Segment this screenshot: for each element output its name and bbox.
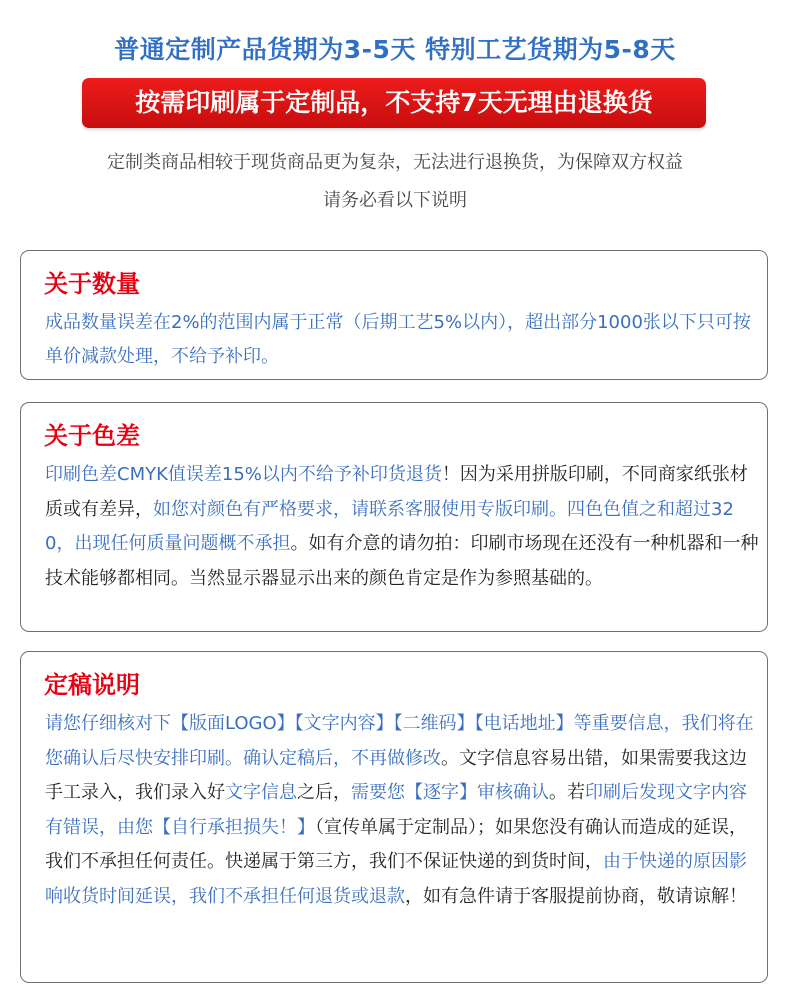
text-segment: 之后， xyxy=(297,782,351,803)
text-segment: 。文字信息容易出错，如果需要我这边手工录入，我们录入好 xyxy=(45,747,747,803)
section-title: 定稿说明 xyxy=(44,671,140,699)
text-segment: ，如有急件请于客服提前协商，敬请谅解！ xyxy=(405,885,747,907)
text-segment: （宣传单属于定制品）；如果您没有确认而造成的延误，我们不承担任何责任。快递属于第三方，我们不保证快递的到货时间， xyxy=(45,816,747,872)
text-segment: 请您仔细核对下【版面LOGO】【文字内容】【二维码】【电话地址】等重要信息，我们将在您确认后尽快安排印刷。确认定稿后，不再做修改 xyxy=(45,713,754,769)
text-segment: 需要您【逐字】审核确认 xyxy=(351,782,549,803)
intro-line-1: 定制类商品相较于现货商品更为复杂，无法进行退换货，为保障双方权益 xyxy=(107,152,683,173)
text-segment: 。若 xyxy=(549,782,585,803)
text-segment: 印刷色差CMYK值误差15%以内不给予补印货退货 xyxy=(45,464,442,485)
text-segment: 文字信息 xyxy=(225,782,297,803)
text-segment: 。如有介意的请勿拍：印刷市场现在还没有一种机器和一种技术能够都相同。当然显示器显示出来的颜色肯定是作为参照基础的。 xyxy=(45,533,759,589)
delivery-time-headline: 普通定制产品货期为3-5天 特别工艺货期为5-8天 xyxy=(114,35,676,64)
section-body xyxy=(45,306,761,374)
color-difference-section xyxy=(20,402,768,632)
section-body xyxy=(45,707,761,914)
section-body xyxy=(45,458,761,596)
text-segment: 印刷后发现文字内容有错误，由您【自行承担损失！】 xyxy=(45,782,747,838)
custom-product-banner: 按需印刷属于定制品，不支持7天无理由退换货 xyxy=(82,78,706,128)
quantity-section xyxy=(20,250,768,380)
section-title: 关于色差 xyxy=(44,422,140,450)
text-segment: 成品数量误差在2%的范围内属于正常（后期工艺5%以内），超出部分1000张以下只可按单价减款处理，不给予补印。 xyxy=(45,312,751,367)
intro-text xyxy=(0,144,790,220)
text-segment: 如您对颜色有严格要求，请联系客服使用专版印刷。四色色值之和超过320，出现任何质量问题概不承担 xyxy=(45,498,734,554)
text-segment: ！因为采用拼版印刷，不同商家纸张材质或有差异， xyxy=(45,464,748,520)
section-title: 关于数量 xyxy=(44,270,140,298)
proof-confirmation-section xyxy=(20,651,768,983)
text-segment: 由于快递的原因影响收货时间延误，我们不承担任何退货或退款 xyxy=(45,851,747,907)
intro-line-2: 请务必看以下说明 xyxy=(323,190,467,211)
